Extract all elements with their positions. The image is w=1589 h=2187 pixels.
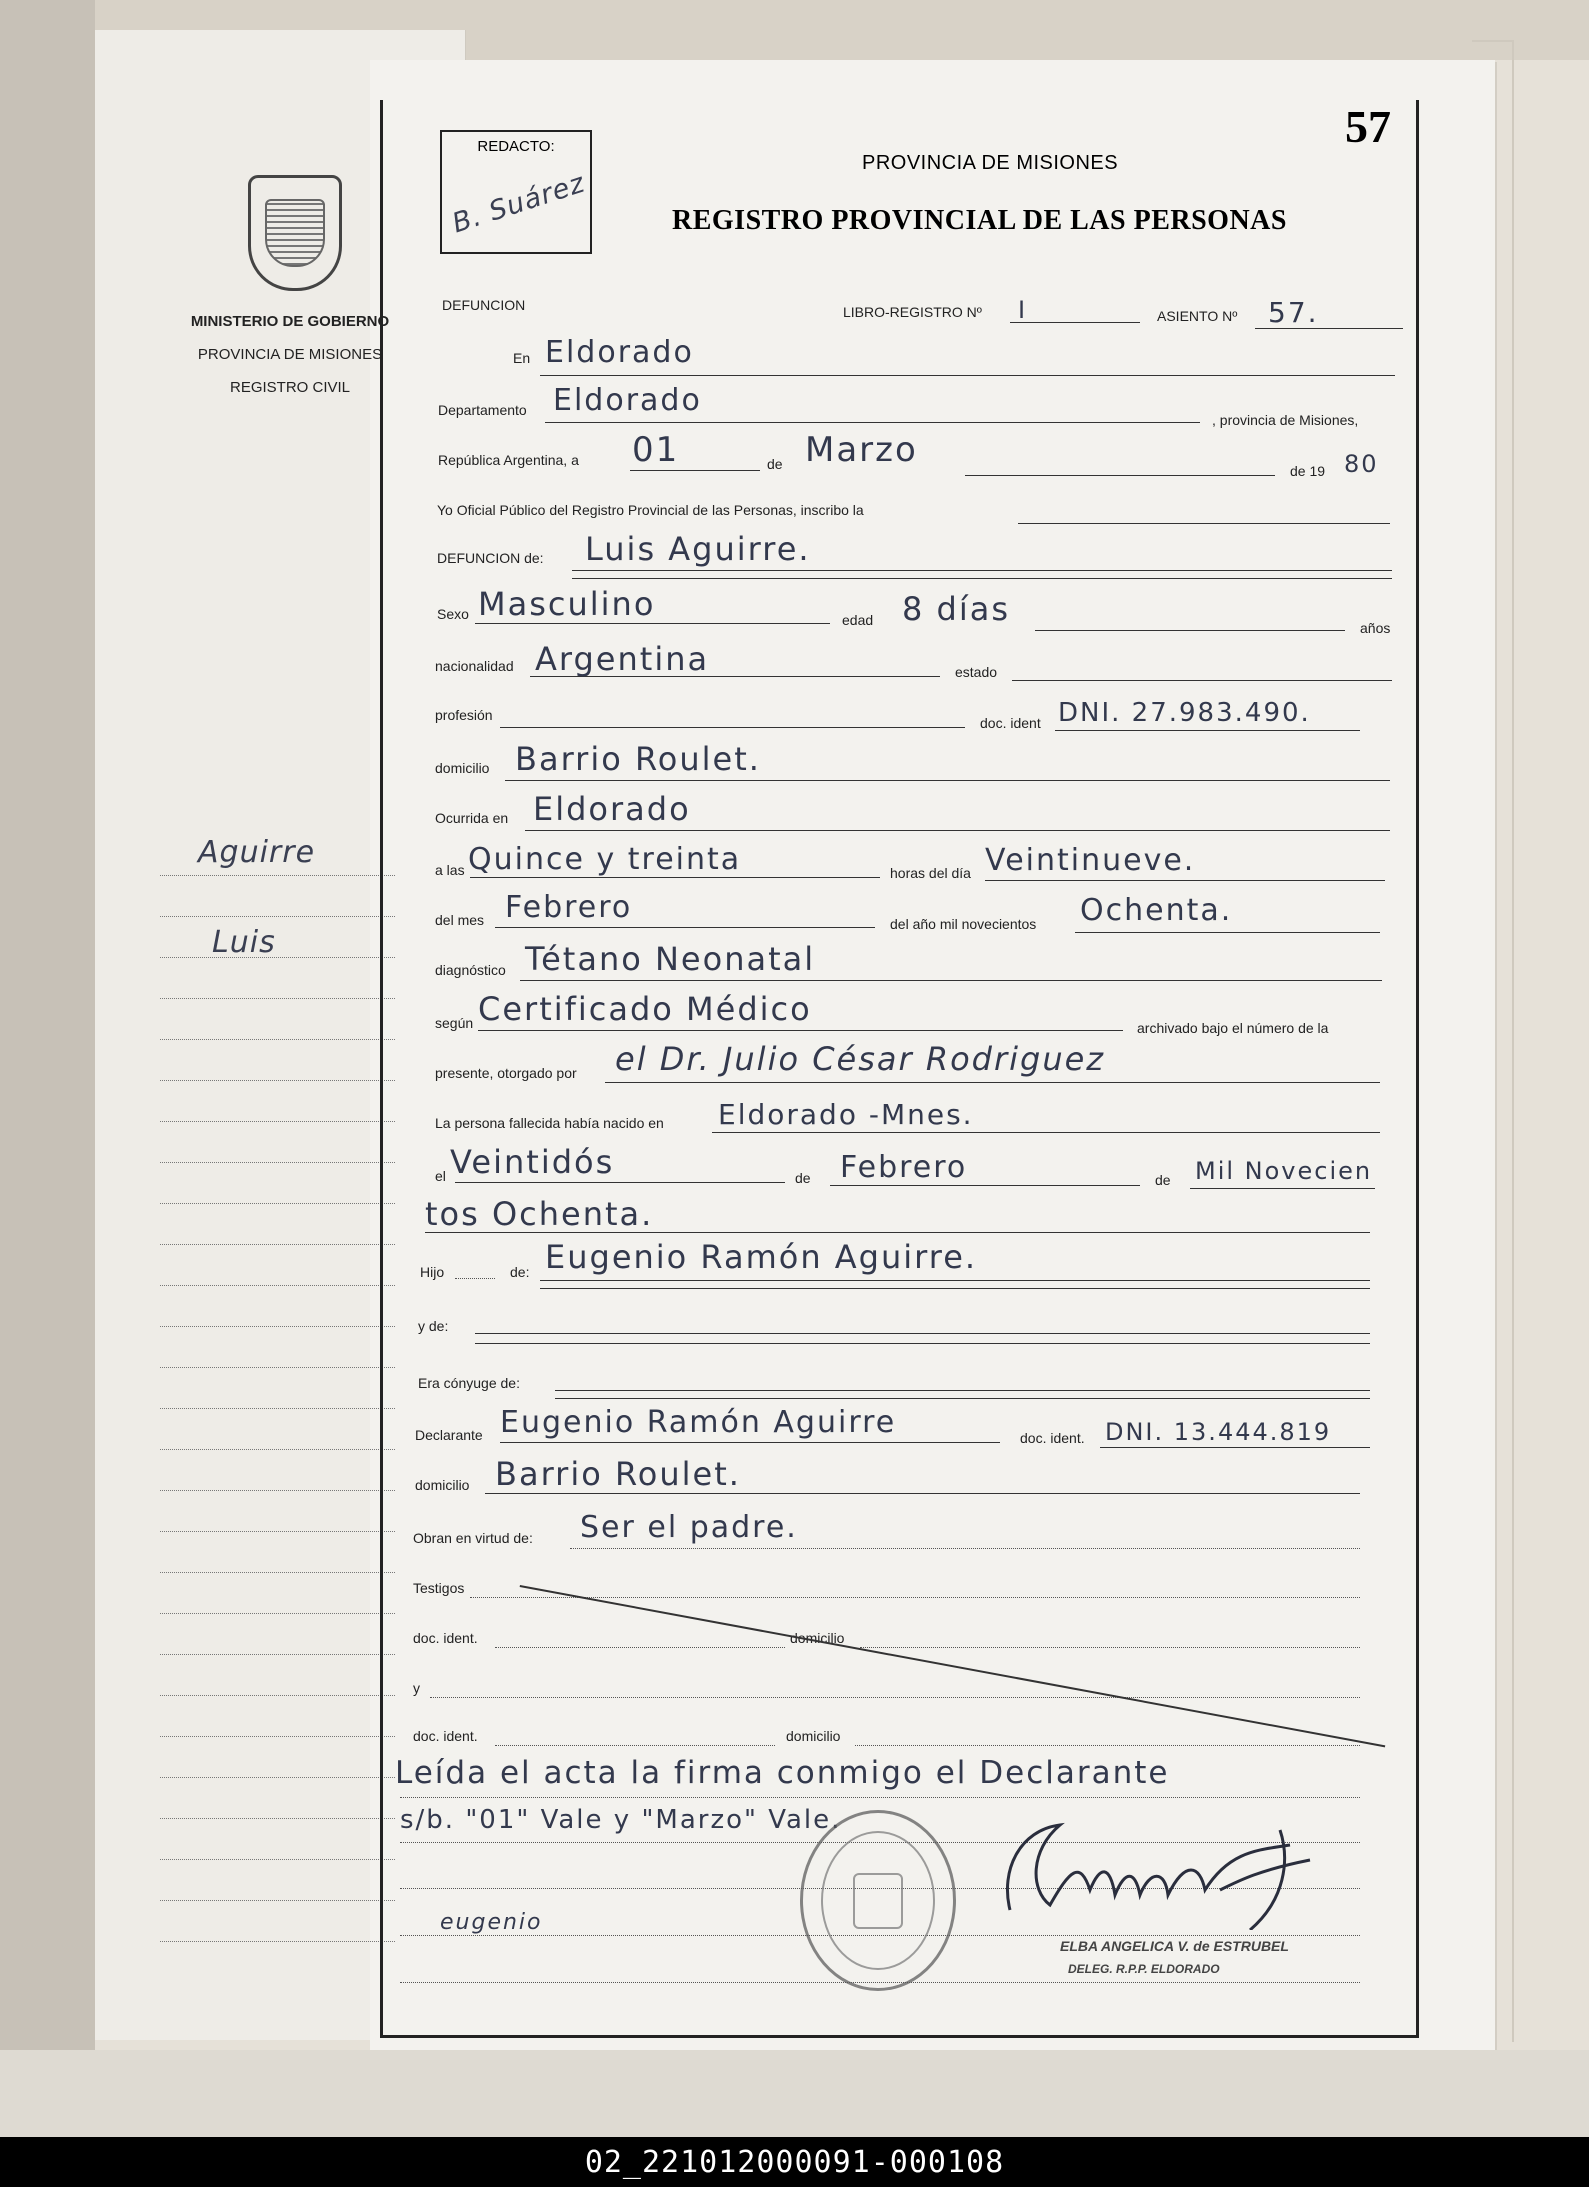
segun-label: según (435, 1015, 474, 1031)
asiento-label: ASIENTO Nº (1157, 308, 1238, 324)
diagnostico-label: diagnóstico (435, 962, 506, 978)
mes-value: Febrero (505, 890, 633, 925)
closing-line-1: Leída el acta la firma conmigo el Declarante (395, 1755, 1170, 1791)
signer-name: ELBA ANGELICA V. de ESTRUBEL (1060, 1938, 1289, 1954)
sexo-label: Sexo (437, 606, 469, 622)
el-label: el (435, 1168, 446, 1184)
birth-year-value: Mil Novecien (1195, 1157, 1373, 1185)
domicilio-label: domicilio (435, 760, 490, 776)
witness2-domicilio-label: domicilio (786, 1728, 841, 1744)
page-number: 57 (1345, 101, 1391, 152)
book-binding (0, 0, 95, 2100)
anio-value: Ochenta. (1080, 893, 1233, 928)
year-label: de 19 (1290, 463, 1326, 479)
obran-value: Ser el padre. (580, 1510, 798, 1545)
ministry-line-3: REGISTRO CIVIL (229, 379, 351, 396)
birth-de2-label: de (1155, 1172, 1171, 1188)
birth-month-value: Febrero (840, 1150, 968, 1185)
hijo-de-label: de: (510, 1264, 530, 1280)
declarante-domicilio-value: Barrio Roulet. (495, 1455, 741, 1493)
declarante-label: Declarante (415, 1427, 483, 1443)
nacionalidad-label: nacionalidad (435, 658, 514, 674)
hora-value: Quince y treinta (468, 842, 742, 877)
declarant-signature: eugenio (440, 1910, 543, 1935)
libro-value: I (1018, 296, 1028, 324)
sexo-value: Masculino (478, 585, 656, 623)
act-type-label: DEFUNCION (442, 297, 526, 313)
day-value: 01 (632, 430, 680, 470)
witness2-doc-label: doc. ident. (413, 1728, 478, 1744)
image-id-footer: 02_221012000091-000108 (0, 2137, 1589, 2187)
deceased-name: Luis Aguirre. (585, 530, 811, 568)
ministry-line-2: PROVINCIA DE MISIONES (197, 346, 383, 363)
profesion-label: profesión (435, 707, 493, 723)
official-stamp-icon (800, 1810, 956, 1991)
diagnostico-value: Tétano Neonatal (525, 940, 816, 978)
departamento-label: Departamento (438, 402, 527, 418)
month-value: Marzo (805, 430, 918, 470)
departamento-value: Eldorado (553, 383, 702, 418)
horas-label: horas del día (890, 865, 971, 881)
redacto-box (440, 130, 592, 254)
edad-value: 8 días (902, 590, 1011, 628)
testigos-label: Testigos (413, 1580, 465, 1596)
coat-of-arms-icon (248, 175, 342, 291)
nacionalidad-value: Argentina (535, 640, 710, 678)
margin-note-lines (160, 835, 395, 1942)
birth-year-continued: tos Ochenta. (425, 1195, 654, 1233)
signer-role: DELEG. R.P.P. ELDORADO (1068, 1962, 1220, 1976)
conyuge-label: Era cónyuge de: (418, 1375, 520, 1391)
en-label: En (513, 350, 531, 366)
parent-name: Eugenio Ramón Aguirre. (545, 1238, 978, 1276)
declarante-value: Eugenio Ramón Aguirre (500, 1405, 897, 1440)
witness1-doc-label: doc. ident. (413, 1630, 478, 1646)
birth-de-label: de (795, 1170, 811, 1186)
defuncion-label: DEFUNCION de: (437, 550, 544, 566)
month-de-label: de (767, 456, 783, 472)
redacto-value: B. Suárez (448, 167, 589, 240)
obran-label: Obran en virtud de: (413, 1530, 533, 1546)
province-heading: PROVINCIA DE MISIONES (862, 152, 1119, 174)
yde-label: y de: (418, 1318, 449, 1334)
provincia-suffix: , provincia de Misiones, (1212, 412, 1359, 428)
presente-value: el Dr. Julio César Rodriguez (615, 1040, 1106, 1078)
delmes-label: del mes (435, 912, 485, 928)
declarante-domicilio-label: domicilio (415, 1477, 470, 1493)
oficial-text: Yo Oficial Público del Registro Provincial de las Personas, inscribo la (437, 502, 864, 518)
ministry-line-1: MINISTERIO DE GOBIERNO (190, 313, 390, 330)
domicilio-value: Barrio Roulet. (515, 740, 761, 778)
alas-label: a las (435, 862, 465, 878)
birth-day-value: Veintidós (450, 1143, 615, 1181)
year-value: 80 (1344, 450, 1379, 478)
segun-value: Certificado Médico (478, 990, 812, 1028)
declarante-doc-value: DNI. 13.444.819 (1105, 1418, 1332, 1446)
libro-label: LIBRO-REGISTRO Nº (843, 304, 982, 320)
registry-title: REGISTRO PROVINCIAL DE LAS PERSONAS (672, 205, 1287, 236)
archivado-label: archivado bajo el número de la (1137, 1020, 1329, 1036)
margin-given-name: Luis (212, 925, 276, 960)
declarante-doc-label: doc. ident. (1020, 1430, 1085, 1446)
redacto-label: REDACTO: (477, 138, 555, 155)
en-value: Eldorado (545, 335, 694, 370)
witness2-y-label: y (413, 1680, 420, 1696)
anos-label: años (1360, 620, 1391, 636)
dia-value: Veintinueve. (985, 843, 1196, 878)
presente-label: presente, otorgado por (435, 1065, 577, 1081)
docident-label: doc. ident (980, 715, 1041, 731)
hijo-label: Hijo (420, 1264, 445, 1280)
estado-label: estado (955, 664, 998, 680)
ocurrida-label: Ocurrida en (435, 810, 509, 826)
nacido-label: La persona fallecida había nacido en (435, 1115, 664, 1131)
nacido-value: Eldorado -Mnes. (718, 1098, 974, 1131)
official-signature-icon (990, 1810, 1320, 1930)
edad-label: edad (842, 612, 874, 628)
republica-label: República Argentina, a (438, 452, 579, 468)
lower-background (0, 2050, 1589, 2137)
witness1-domicilio-label: domicilio (790, 1630, 845, 1646)
docident-value: DNI. 27.983.490. (1058, 698, 1311, 728)
closing-line-2: s/b. "01" Vale y "Marzo" Vale. (400, 1805, 842, 1835)
ocurrida-value: Eldorado (533, 790, 691, 828)
anio-label: del año mil novecientos (890, 916, 1037, 932)
asiento-value: 57. (1268, 296, 1319, 329)
margin-surname: Aguirre (198, 835, 316, 870)
